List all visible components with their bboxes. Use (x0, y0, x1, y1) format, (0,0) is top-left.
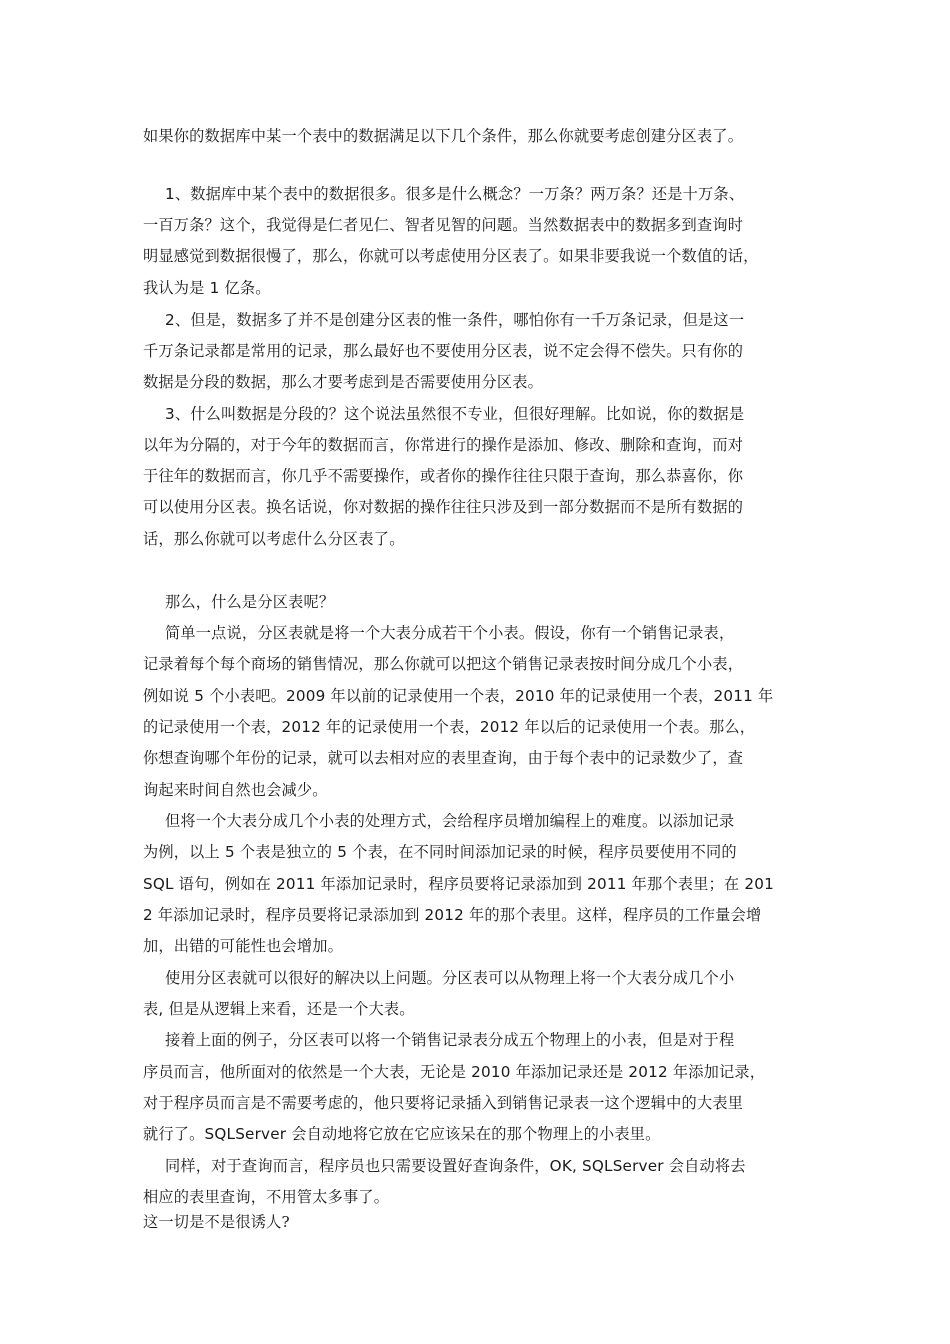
para4-line-3: 对于程序员而言是不需要考虑的，他只要将记录插入到销售记录表一这个逻辑中的大表里 (143, 1094, 744, 1112)
point3-line-1: 3、什么叫数据是分段的？这个说法虽然很不专业，但很好理解。比如说，你的数据是 (165, 405, 745, 423)
point1-line-1: 1、数据库中某个表中的数据很多。很多是什么概念？一万条？两万条？还是十万条、 (165, 185, 745, 203)
point1-line-3: 明显感觉到数据很慢了，那么，你就可以考虑使用分区表了。如果非要我说一个数值的话， (143, 247, 759, 265)
para5-line-2: 相应的表里查询，不用管太多事了。 (143, 1188, 390, 1206)
point3-line-2: 以年为分隔的，对于今年的数据而言，你常进行的操作是添加、修改、删除和查询，而对 (143, 436, 744, 454)
para1-line-6: 询起来时间自然也会减少。 (143, 781, 328, 799)
point1-line-4: 我认为是 1 亿条。 (143, 279, 271, 297)
para5-line-1: 同样，对于查询而言，程序员也只需要设置好查询条件，OK, SQLServer 会自动将去 (165, 1157, 746, 1175)
para1-line-4: 的记录使用一个表，2012 年的记录使用一个表，2012 年以后的记录使用一个表。那么， (143, 718, 756, 736)
para1-line-5: 你想查询哪个年份的记录，就可以去相对应的表里查询，由于每个表中的记录数少了，查 (143, 749, 744, 767)
intro-text: 如果你的数据库中某一个表中的数据满足以下几个条件，那么你就要考虑创建分区表了。 (143, 127, 744, 145)
point2-line-1: 2、但是，数据多了并不是创建分区表的惟一条件，哪怕你有一千万条记录，但是这一 (165, 311, 745, 329)
para3-line-2: 表, 但是从逻辑上来看，还是一个大表。 (143, 1000, 415, 1018)
para3-line-1: 使用分区表就可以很好的解决以上问题。分区表可以从物理上将一个大表分成几个小 (165, 969, 735, 987)
point3-line-3: 于往年的数据而言，你几乎不需要操作，或者你的操作往往只限于查询，那么恭喜你，你 (143, 467, 744, 485)
para1-line-2: 记录着每个每个商场的销售情况，那么你就可以把这个销售记录表按时间分成几个小表， (143, 655, 744, 673)
closing-text: 这一切是不是很诱人? (143, 1213, 290, 1231)
para1-line-1: 简单一点说，分区表就是将一个大表分成若干个小表。假设，你有一个销售记录表， (165, 624, 735, 642)
para1-line-3: 例如说 5 个小表吧。2009 年以前的记录使用一个表，2010 年的记录使用一个表，2011 年 (143, 687, 774, 705)
para4-line-1: 接着上面的例子，分区表可以将一个销售记录表分成五个物理上的小表，但是对于程 (165, 1031, 735, 1049)
para2-line-1: 但将一个大表分成几个小表的处理方式，会给程序员增加编程上的难度。以添加记录 (165, 812, 735, 830)
para2-line-5: 加，出错的可能性也会增加。 (143, 937, 344, 955)
point3-line-5: 话，那么你就可以考虑什么分区表了。 (143, 530, 405, 548)
para4-line-2: 序员而言，他所面对的依然是一个大表，无论是 2010 年添加记录还是 2012 年添加记录， (143, 1063, 766, 1081)
point2-line-3: 数据是分段的数据，那么才要考虑到是否需要使用分区表。 (143, 373, 544, 391)
point3-line-4: 可以使用分区表。换名话说，你对数据的操作往往只涉及到一部分数据而不是所有数据的 (143, 498, 744, 516)
question-text: 那么，什么是分区表呢？ (165, 593, 335, 611)
point1-line-2: 一百万条？这个，我觉得是仁者见仁、智者见智的问题。当然数据表中的数据多到查询时 (143, 216, 744, 234)
point2-line-2: 千万条记录都是常用的记录，那么最好也不要使用分区表，说不定会得不偿失。只有你的 (143, 342, 744, 360)
para2-line-2: 为例，以上 5 个表是独立的 5 个表，在不同时间添加记录的时候，程序员要使用不同的 (143, 843, 737, 861)
para2-line-3: SQL 语句，例如在 2011 年添加记录时，程序员要将记录添加到 2011 年那个表里；在 201 (143, 875, 774, 893)
para2-line-4: 2 年添加记录时，程序员要将记录添加到 2012 年的那个表里。这样，程序员的工作量会增 (143, 906, 762, 924)
para4-line-4: 就行了。SQLServer 会自动地将它放在它应该呆在的那个物理上的小表里。 (143, 1125, 661, 1143)
